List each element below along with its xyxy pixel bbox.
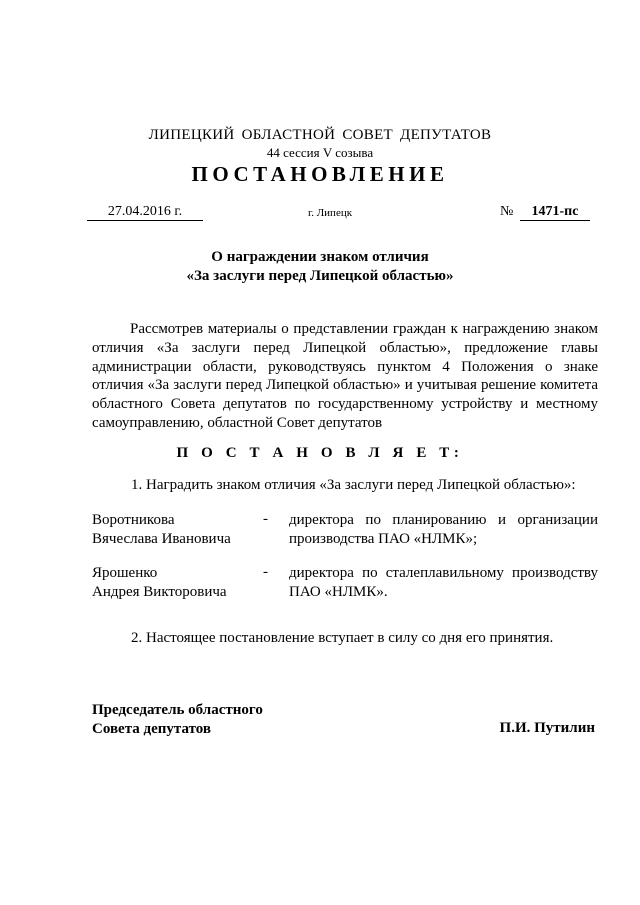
awardee-given-name: Андрея Викторовича (92, 584, 227, 600)
awardee-given-name: Вячеслава Ивановича (92, 531, 231, 547)
decree-heading: П О С Т А Н О В Л Я Е Т: (176, 445, 464, 461)
awardee-dash: - (263, 564, 268, 580)
decree-item-2: 2. Настоящее постановление вступает в силу со дня его принятия. (131, 630, 554, 646)
awardee-name (92, 511, 262, 549)
signer-title-line-1: Председатель областного (92, 702, 263, 718)
awardee-name (92, 564, 262, 602)
intro-text: Рассмотрев материалы о представлении граждан к награждению знаком отличия «За заслуги перед Липецкой областью», предложение главы администрации области, руководствуясь пунктом 4 Положения о знаке отличия «За заслуги перед Липецкой областью» и учитывая решение комитета областного Совета депутатов по государственному устройству и местному самоуправлению, областной Совет депутатов (92, 321, 598, 431)
number-sign: № (500, 204, 514, 219)
awardee-role: директора по планированию и организации производства ПАО «НЛМК»; (289, 512, 598, 547)
awardee-role: директора по сталеплавильному производству ПАО «НЛМК». (289, 565, 598, 600)
session-info: 44 сессия V созыва (266, 145, 374, 160)
awardee-surname: Воротникова (92, 512, 175, 528)
intro-paragraph (92, 320, 598, 433)
decree-item-1: 1. Наградить знаком отличия «За заслуги перед Липецкой областью»: (131, 477, 576, 493)
subject-line-2: «За заслуги перед Липецкой областью» (186, 268, 454, 284)
document-number: 1471-пс (520, 204, 590, 221)
council-name: ЛИПЕЦКИЙ ОБЛАСТНОЙ СОВЕТ ДЕПУТАТОВ (148, 127, 492, 143)
document-date: 27.04.2016 г. (87, 204, 203, 221)
document-type: ПОСТАНОВЛЕНИЕ (191, 162, 449, 186)
awardee-dash: - (263, 511, 268, 527)
signer-title (92, 701, 263, 739)
signer-name: П.И. Путилин (499, 720, 595, 736)
signer-title-line-2: Совета депутатов (92, 721, 211, 737)
awardee-surname: Ярошенко (92, 565, 158, 581)
document-city: г. Липецк (307, 207, 353, 219)
subject-line-1: О награждении знаком отличия (211, 249, 429, 265)
